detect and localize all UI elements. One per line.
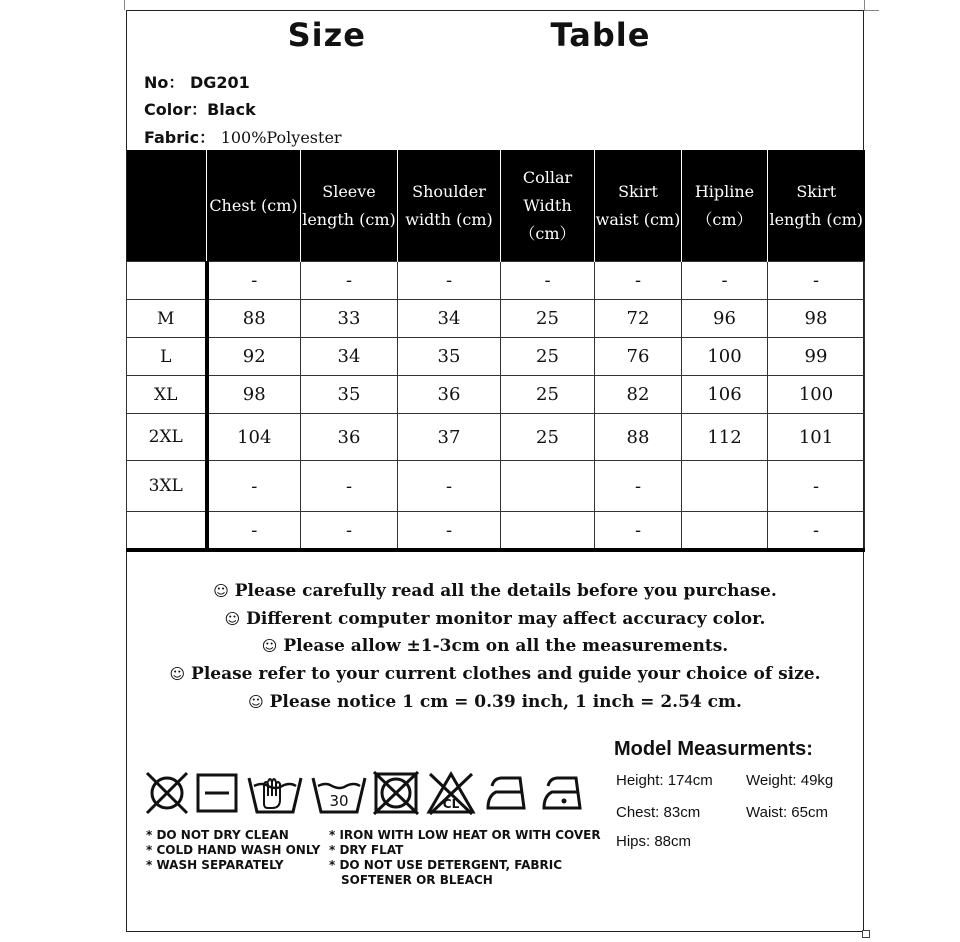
size-label xyxy=(127,512,207,551)
model-measurements xyxy=(614,738,834,850)
smiley-icon: ☺ xyxy=(248,692,264,711)
page-corner-mark xyxy=(124,0,127,10)
dry-flat-icon xyxy=(194,770,240,816)
table-cell: 72 xyxy=(595,300,682,338)
table-cell: 98 xyxy=(207,376,301,414)
table-row xyxy=(127,338,865,376)
product-fabric-label: Fabric： xyxy=(144,128,216,147)
table-row xyxy=(127,262,865,300)
table-cell: - xyxy=(301,262,398,300)
table-cell: - xyxy=(398,512,501,551)
table-cell: - xyxy=(301,461,398,512)
size-label: 3XL xyxy=(127,461,207,512)
care-instruction: * WASH SEPARATELY xyxy=(146,858,284,872)
table-cell: - xyxy=(595,262,682,300)
table-cell: 36 xyxy=(301,414,398,461)
product-color xyxy=(144,97,256,120)
column-header: Sleeve length (cm) xyxy=(301,150,398,262)
iron-low-heat-icon xyxy=(540,770,588,816)
table-cell: 25 xyxy=(501,414,595,461)
table-cell: - xyxy=(501,262,595,300)
table-cell: 99 xyxy=(768,338,865,376)
table-cell: 100 xyxy=(682,338,768,376)
table-cell: - xyxy=(207,512,301,551)
product-color-label: Color： xyxy=(144,100,208,119)
table-cell: 76 xyxy=(595,338,682,376)
purchase-notes xyxy=(126,578,864,717)
table-cell: 34 xyxy=(301,338,398,376)
column-header: Collar Width （cm） xyxy=(501,150,595,262)
care-instruction: * DO NOT DRY CLEAN xyxy=(146,828,289,842)
table-row xyxy=(127,376,865,414)
table-cell xyxy=(501,461,595,512)
table-row xyxy=(127,300,865,338)
model-title: Model Measurments: xyxy=(614,738,813,760)
smiley-icon: ☺ xyxy=(261,637,278,656)
size-label xyxy=(127,262,207,300)
svg-text:30: 30 xyxy=(329,792,349,810)
table-cell: 33 xyxy=(301,300,398,338)
column-header: Skirt waist (cm) xyxy=(595,150,682,262)
table-cell: 36 xyxy=(398,376,501,414)
product-fabric-value: 100%Polyester xyxy=(220,128,342,147)
table-cell: - xyxy=(595,512,682,551)
table-cell: - xyxy=(207,461,301,512)
column-header xyxy=(127,150,207,262)
care-instructions-right xyxy=(329,828,601,888)
table-cell: 25 xyxy=(501,376,595,414)
smiley-icon: ☺ xyxy=(213,582,229,600)
table-cell: 92 xyxy=(207,338,301,376)
table-cell: 104 xyxy=(207,414,301,461)
table-row xyxy=(127,414,865,461)
no-tumble-dry-icon xyxy=(372,770,420,816)
model-chest: Chest: 83cm xyxy=(616,804,701,821)
table-cell: - xyxy=(682,262,768,300)
table-cell: - xyxy=(207,262,301,300)
table-row xyxy=(127,461,865,512)
note-item: ☺ Please refer to your current clothes and guide your choice of size. xyxy=(169,664,821,685)
table-cell: 25 xyxy=(501,338,595,376)
table-cell: 96 xyxy=(682,300,768,338)
column-header: Shoulder width (cm) xyxy=(398,150,501,262)
table-cell: 35 xyxy=(398,338,501,376)
column-header: Hipline （cm） xyxy=(682,150,768,262)
table-cell: - xyxy=(768,461,865,512)
care-icons xyxy=(144,770,594,818)
note-item: ☺ Different computer monitor may affect accuracy color. xyxy=(224,608,766,629)
product-number xyxy=(144,70,250,93)
no-bleach-icon xyxy=(426,770,476,816)
table-cell: 37 xyxy=(398,414,501,461)
care-instruction: * DRY FLAT xyxy=(329,843,404,857)
care-instruction: * DO NOT USE DETERGENT, FABRIC xyxy=(329,858,563,872)
table-row xyxy=(127,512,865,551)
size-label: L xyxy=(127,338,207,376)
smiley-icon: ☺ xyxy=(169,665,186,684)
page-title: Size Table xyxy=(287,16,651,54)
table-cell: - xyxy=(398,461,501,512)
column-header: Skirt length (cm) xyxy=(768,150,865,262)
note-item: ☺ Please carefully read all the details before you purchase. xyxy=(213,581,777,601)
column-header: Chest (cm) xyxy=(207,150,301,262)
size-label: M xyxy=(127,300,207,338)
table-cell xyxy=(501,512,595,551)
care-instruction: * COLD HAND WASH ONLY xyxy=(146,843,321,857)
table-cell: 34 xyxy=(398,300,501,338)
size-label: 2XL xyxy=(127,414,207,461)
product-number-label: No： xyxy=(144,73,185,92)
model-height: Height: 174cm xyxy=(616,772,713,789)
table-cell: 82 xyxy=(595,376,682,414)
table-cell: - xyxy=(768,512,865,551)
note-item: ☺ Please allow ±1-3cm on all the measurements. xyxy=(261,636,729,657)
size-table xyxy=(126,150,865,552)
note-item: ☺ Please notice 1 cm = 0.39 inch, 1 inch = 2.54 cm. xyxy=(248,691,742,712)
table-cell: 106 xyxy=(682,376,768,414)
table-cell: 88 xyxy=(207,300,301,338)
svg-text:CL: CL xyxy=(442,797,460,811)
table-cell: 100 xyxy=(768,376,865,414)
care-instruction: * IRON WITH LOW HEAT OR WITH COVER xyxy=(329,828,601,842)
care-instructions-left xyxy=(146,828,320,873)
model-weight: Weight: 49kg xyxy=(746,772,834,789)
product-number-value: DG201 xyxy=(189,73,250,92)
table-cell: - xyxy=(301,512,398,551)
table-cell: - xyxy=(768,262,865,300)
table-cell: - xyxy=(398,262,501,300)
model-hips: Hips: 88cm xyxy=(616,833,692,850)
table-cell: 112 xyxy=(682,414,768,461)
table-cell xyxy=(682,512,768,551)
iron-icon xyxy=(484,770,532,816)
size-label: XL xyxy=(127,376,207,414)
wash-30-icon xyxy=(310,770,368,816)
table-header-row xyxy=(127,150,865,262)
table-cell: - xyxy=(595,461,682,512)
product-color-value: Black xyxy=(207,100,256,119)
smiley-icon: ☺ xyxy=(224,609,241,628)
table-cell: 25 xyxy=(501,300,595,338)
table-cell: 98 xyxy=(768,300,865,338)
table-cell: 35 xyxy=(301,376,398,414)
product-fabric xyxy=(144,125,342,148)
no-dry-clean-icon xyxy=(144,770,190,816)
table-cell: 101 xyxy=(768,414,865,461)
resize-handle[interactable] xyxy=(862,930,870,938)
table-cell xyxy=(682,461,768,512)
page-corner-mark xyxy=(864,0,879,11)
care-instruction: SOFTENER OR BLEACH xyxy=(341,873,493,887)
model-waist: Waist: 65cm xyxy=(746,804,828,821)
hand-wash-icon xyxy=(246,770,304,816)
table-cell: 88 xyxy=(595,414,682,461)
